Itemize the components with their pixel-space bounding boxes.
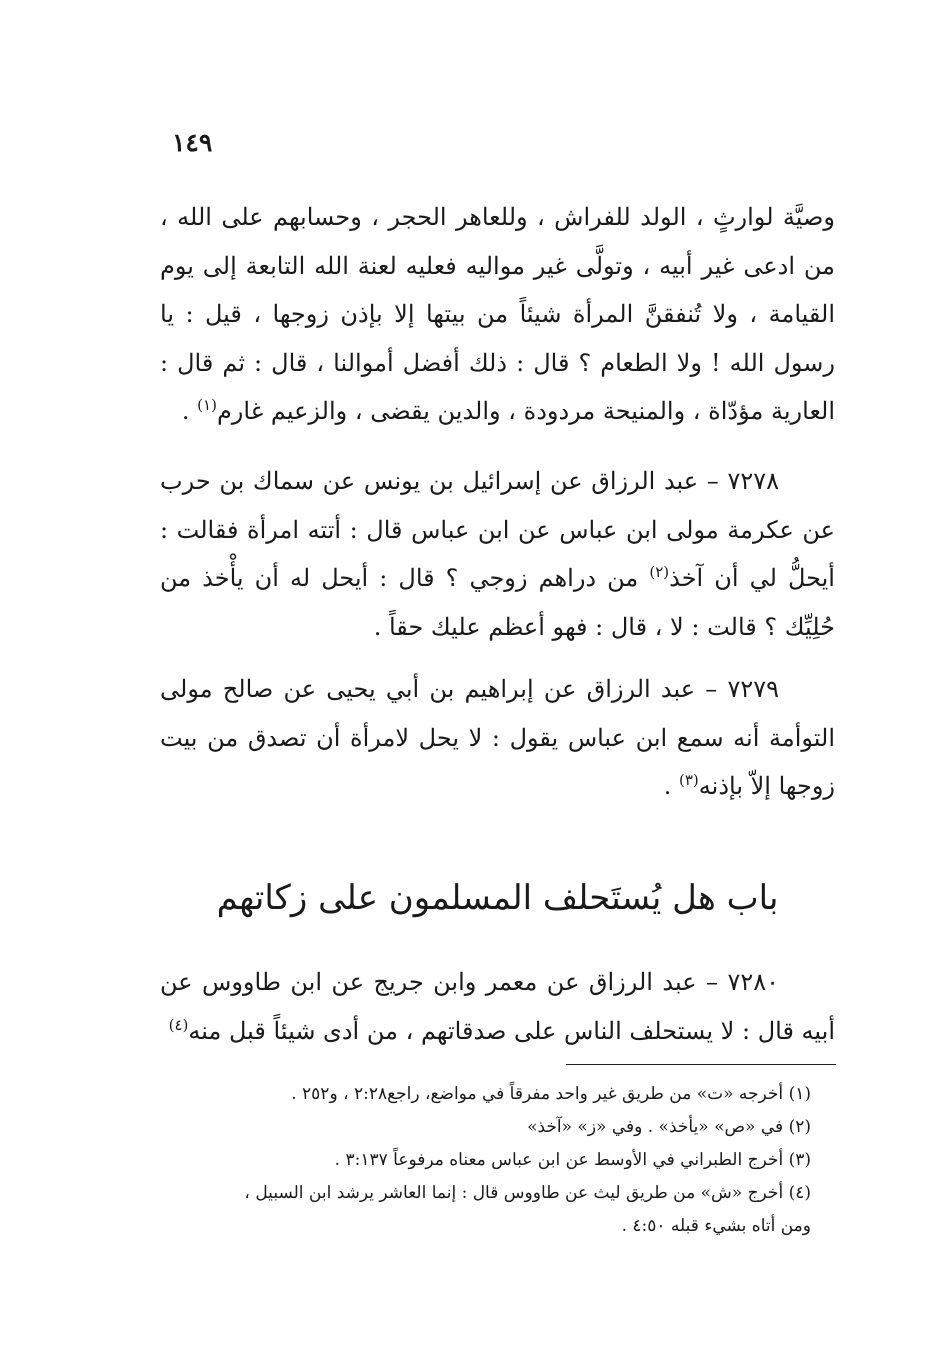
hadith-7279 bbox=[160, 665, 835, 811]
paragraph-1 bbox=[160, 193, 835, 436]
hadith-7280-text: ٧٢٨٠ – عبد الرزاق عن معمر وابن جريج عن ابن طاووس عن أبيه قال : لا يستحلف الناس على صدقاتهم ، من أدى شيئاً قبل منه bbox=[160, 968, 835, 1045]
footnote-number: (٢) bbox=[788, 1117, 811, 1137]
paragraph-1-tail: . bbox=[181, 397, 198, 425]
chapter-heading: باب هل يُستَحلف المسلمون على زكاتهم bbox=[216, 878, 779, 918]
hadith-7278-text-b: من دراهم زوجي ؟ قال : أيحل له أن يأْخذ من حُلِيِّك ؟ قالت : لا ، قال : فهو أعظم عليك حقاً . bbox=[160, 564, 835, 641]
footnote-ref-4[interactable]: (٤) bbox=[168, 1015, 189, 1034]
hadith-7280 bbox=[160, 958, 835, 1055]
footnote-ref-3[interactable]: (٣) bbox=[678, 771, 699, 789]
footnote-divider bbox=[566, 1064, 836, 1065]
hadith-7279-text: ٧٢٧٩ – عبد الرزاق عن إبراهيم بن أبي يحيى عن صالح مولى التوأمة أنه سمع ابن عباس يقول : لا يحل لامرأة أن تصدق من بيت زوجها إلاّ بإذنه bbox=[160, 675, 835, 800]
footnote-continuation: ومن أتاه بشيء قبله ٤:٥٠ . bbox=[621, 1216, 811, 1236]
hadith-7279-tail: . bbox=[663, 772, 679, 800]
footnote-text: أخرجه «ت» من طريق غير واحد مفرقاً في مواضع، راجع٢:٢٨ ، و٢٥٢ . bbox=[291, 1084, 784, 1104]
footnote-number: (٣) bbox=[788, 1150, 811, 1170]
footnote-4 bbox=[160, 1177, 835, 1243]
hadith-7278 bbox=[160, 457, 835, 651]
footnote-text: أخرج الطبراني في الأوسط عن ابن عباس معناه مرفوعاً ٣:١٣٧ . bbox=[334, 1150, 784, 1170]
footnote-text: أخرج «ش» من طريق ليث عن طاووس قال : إنما العاشر يرشد ابن السبيل ، bbox=[244, 1183, 784, 1203]
footnote-ref-1[interactable]: (١) bbox=[197, 396, 217, 414]
footnote-1 bbox=[160, 1078, 835, 1111]
page-number: ١٤٩ bbox=[172, 128, 213, 157]
footnote-text: في «ص» «يأخذ» . وفي «ز» «آخذ» bbox=[527, 1117, 784, 1137]
hadith-7278-text-a: ٧٢٧٨ – عبد الرزاق عن إسرائيل بن يونس عن سماك بن حرب عن عكرمة مولى ابن عباس عن ابن عباس قال : أتته امرأة فقالت : أيحلُّ لي أن آخذ bbox=[160, 467, 835, 592]
footnote-2 bbox=[160, 1111, 835, 1144]
footnotes bbox=[160, 1078, 835, 1243]
footnote-number: (١) bbox=[788, 1084, 811, 1104]
paragraph-1-text: وصيَّة لوارثٍ ، الولد للفراش ، وللعاهر الحجر ، وحسابهم على الله ، من ادعى غير أبيه ، وتولَّى غير مواليه فعليه لعنة الله التابعة إلى يوم القيامة ، ولا تُنفقنَّ المرأة شيئاً من بيتها إلا بإذن زوجها ، قيل : يا رسول الله ! ولا الطعام ؟ قال : ذلك أفضل أموالنا ، قال : ثم قال : العارية مؤدّاة ، والمنيحة مردودة ، والدين يقضى ، والزعيم غارم bbox=[160, 203, 835, 425]
footnote-ref-2[interactable]: (٢) bbox=[649, 563, 670, 581]
footnote-number: (٤) bbox=[788, 1183, 811, 1203]
footnote-3 bbox=[160, 1144, 835, 1177]
